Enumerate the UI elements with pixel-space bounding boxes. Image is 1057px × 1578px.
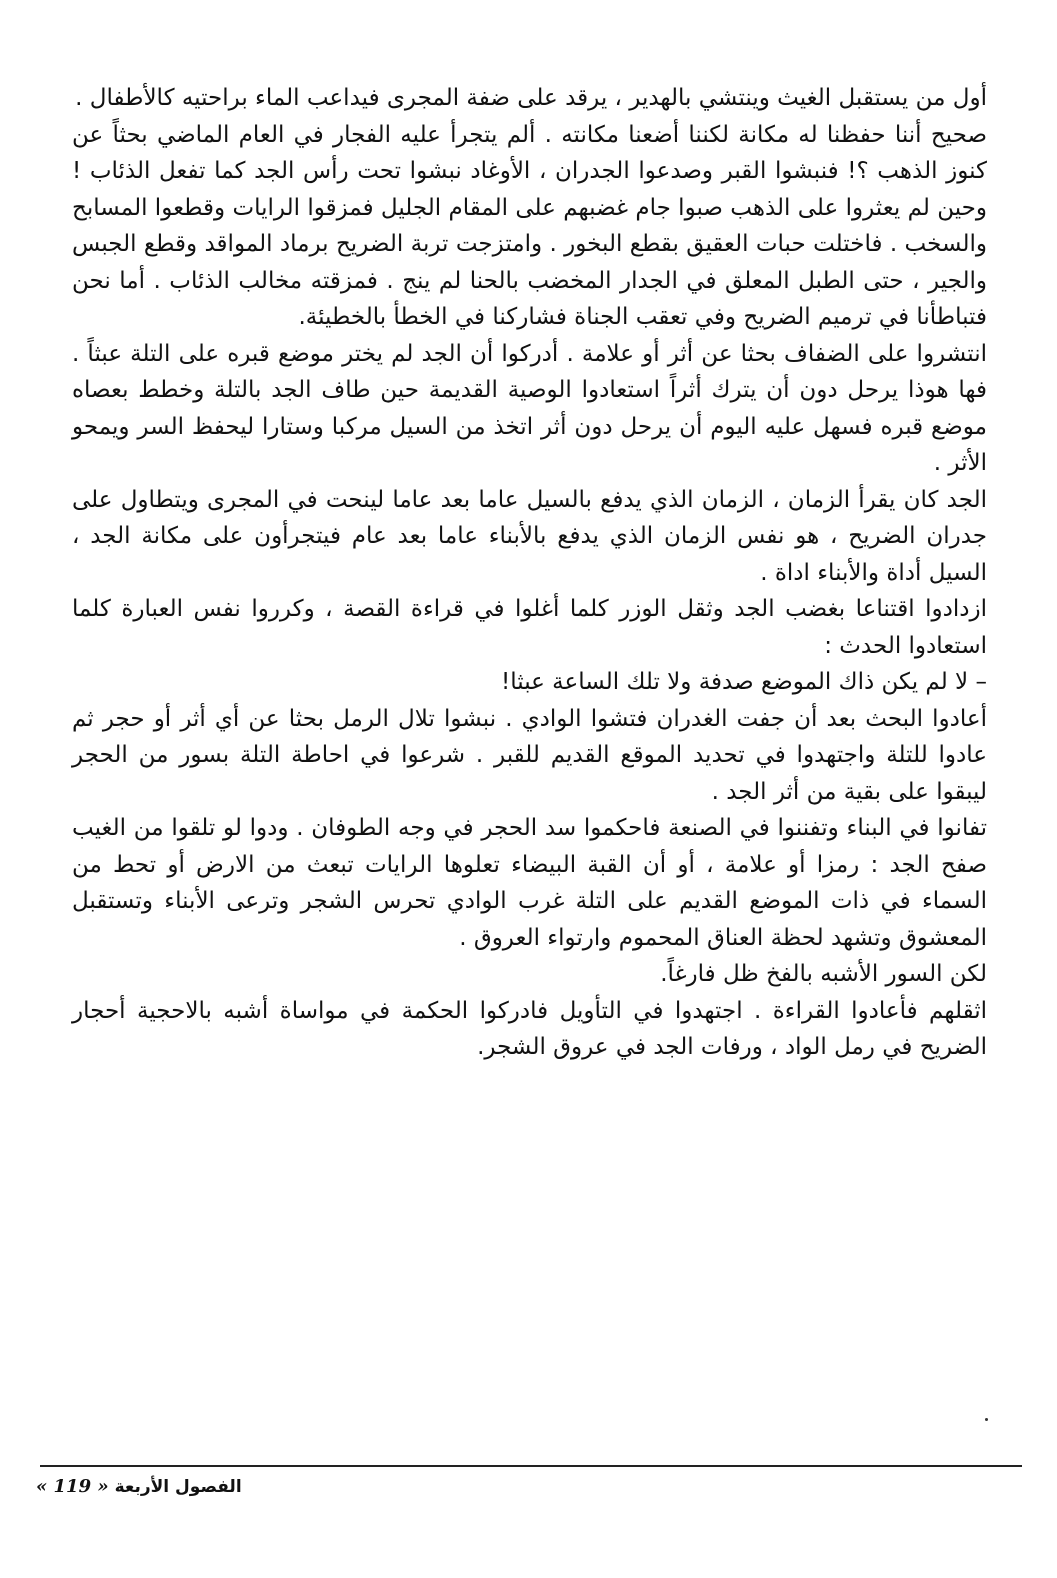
- paragraph: لكن السور الأشبه بالفخ ظل فارغاً.: [660, 961, 987, 987]
- article-body: [72, 80, 987, 1066]
- paragraph: ازدادوا اقتناعا بغضب الجد وثقل الوزر كلما أغلوا في قراءة القصة ، وكرروا نفس العبارة كلما استعادوا الحدث :: [72, 596, 987, 659]
- page-number: « 119 »: [36, 1476, 109, 1497]
- footer-divider: [40, 1465, 1022, 1467]
- paragraph: اثقلهم فأعادوا القراءة . اجتهدوا في التأويل فادركوا الحكمة في مواساة أشبه بالاحجية أحجار الضريح في رمل الواد ، ورفات الجد في عروق الشجر.: [72, 997, 987, 1060]
- paragraph: الجد كان يقرأ الزمان ، الزمان الذي يدفع بالسيل عاما بعد عاما لينحت في المجرى ويتطاول على جدران الضريح ، هو نفس الزمان الذي يدفع بالأبناء عاما بعد عام فيتجرأون على مكانة الجد ، السيل أداة والأبناء اداة .: [72, 486, 987, 586]
- stray-dot: [985, 1418, 988, 1421]
- paragraph: – لا لم يكن ذاك الموضع صدفة ولا تلك الساعة عبثا!: [501, 669, 987, 695]
- publication-title: الفصول الأربعة: [114, 1477, 242, 1497]
- paragraph: انتشروا على الضفاف بحثا عن أثر أو علامة . أدركوا أن الجد لم يختر موضع قبره على التلة عبثاً . فها هوذا يرحل دون أن يترك أثراً استعادوا الوصية القديمة حين طاف الجد بالتلة وخطط بعصاه موضع قبره فسهل عليه اليوم أن يرحل دون أثر اتخذ من السيل مركبا وستارا ليحفظ السر ويمحو الأثر .: [72, 340, 987, 476]
- paragraph: صحيح أننا حفظنا له مكانة لكننا أضعنا مكانته . ألم يتجرأ عليه الفجار في العام الماضي بحثاً عن كنوز الذهب ؟! فنبشوا القبر وصدعوا الجدران ، الأوغاد نبشوا تحت رأس الجد كما تفعل الذئاب ! وحين لم يعثروا على الذهب صبوا جام غضبهم على المقام الجليل فمزقوا الرايات وقطعوا المسابح والسخب . فاختلت حبات العقيق بقطع البخور . وامتزجت تربة الضريح برماد المواقد وقطع الجبس والجير ، حتى الطبل المعلق في الجدار المخضب بالحنا لم ينج . فمزقته مخالب الذئاب . أما نحن فتباطأنا في ترميم الضريح وفي تعقب الجناة فشاركنا في الخطأ بالخطيئة.: [72, 121, 987, 330]
- paragraph: تفانوا في البناء وتفننوا في الصنعة فاحكموا سد الحجر في وجه الطوفان . ودوا لو تلقوا من الغيب صفح الجد : رمزا أو علامة ، أو أن القبة البيضاء تعلوها الرايات تبعث من الارض أو تحط من السماء في ذات الموضع القديم على التلة غرب الوادي تحرس الشجر وترعى الأبناء وتستقبل المعشوق وتشهد لحظة العناق المحموم وارتواء العروق .: [72, 815, 987, 951]
- page-footer: [36, 1476, 242, 1497]
- paragraph: أعادوا البحث بعد أن جفت الغدران فتشوا الوادي . نبشوا تلال الرمل بحثا عن أي أثر أو حجر ثم عادوا للتلة واجتهدوا في تحديد الموقع القديم للقبر . شرعوا في احاطة التلة بسور من الحجر ليبقوا على بقية من أثر الجد .: [72, 705, 987, 805]
- paragraph: أول من يستقبل الغيث وينتشي بالهدير ، يرقد على ضفة المجرى فيداعب الماء براحتيه كالأطفال .: [75, 85, 987, 111]
